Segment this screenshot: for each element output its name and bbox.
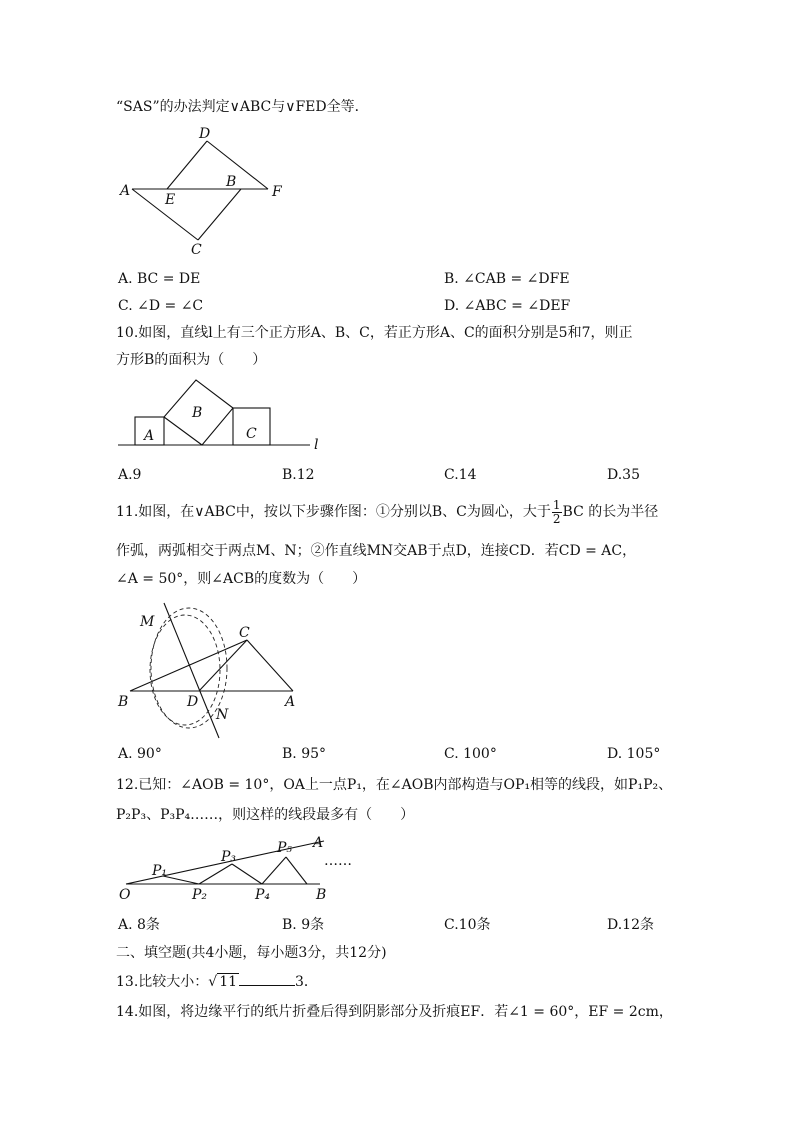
q12-label-p2: P₂	[192, 887, 208, 903]
q10-option-b[interactable]: B.12	[282, 467, 315, 483]
q11-fraction-half	[552, 499, 562, 526]
q11-statement-line1-b: BC 的长为半径	[562, 504, 659, 520]
q10-option-c[interactable]: C.14	[444, 467, 477, 483]
q9-label-f: F	[272, 184, 282, 200]
q13-radicand: 11	[219, 974, 238, 990]
q11-fraction-denominator: 2	[552, 511, 561, 526]
q12-statement-line1: 12.已知：∠AOB = 10°，OA上一点P₁，在∠AOB内部构造与OP₁相等的线段，如P₁P₂、	[116, 777, 673, 793]
q9-label-a: A	[120, 183, 131, 199]
q9-statement-tail: “SAS”的办法判定∨ABC与∨FED全等．	[116, 99, 369, 115]
q9-label-e: E	[165, 192, 176, 208]
q10-label-l: l	[314, 437, 319, 453]
q13-answer-blank[interactable]	[239, 971, 295, 986]
section-2-heading: 二、填空题(共4小题，每小题3分，共12分)	[116, 945, 387, 961]
q12-option-b[interactable]: B. 9条	[282, 917, 325, 933]
q13-suffix: 3．	[295, 974, 318, 990]
q12-label-a: A	[313, 835, 324, 851]
q10-statement-line1: 10.如图，直线l上有三个正方形A、B、C，若正方形A、C的面积分别是5和7，则正	[116, 325, 633, 341]
q12-label-p3: P₃	[221, 849, 237, 865]
q12-label-p1: P₁	[152, 863, 168, 879]
q11-label-n: N	[216, 707, 229, 723]
q11-fraction-numerator: 1	[552, 497, 561, 512]
q10-label-a: A	[144, 428, 155, 444]
q9-option-d[interactable]: D. ∠ABC = ∠DEF	[444, 298, 571, 314]
q10-statement-line2: 方形B的面积为（ ）	[116, 352, 267, 368]
q11-label-a: A	[285, 694, 296, 710]
q12-label-dots: ……	[324, 853, 352, 869]
q9-label-d: D	[199, 126, 211, 142]
q13-statement	[116, 971, 318, 991]
q11-label-m: M	[140, 614, 155, 630]
q12-option-c[interactable]: C.10条	[444, 917, 491, 933]
q9-label-b: B	[226, 174, 237, 190]
q11-option-d[interactable]: D. 105°	[607, 746, 661, 762]
q10-label-b: B	[192, 405, 203, 421]
q9-figure-lines	[132, 141, 268, 240]
q11-label-c: C	[239, 625, 250, 641]
q9-option-a[interactable]: A. BC = DE	[118, 271, 201, 287]
q11-label-b: B	[118, 694, 129, 710]
q11-figure	[112, 600, 312, 742]
q10-figure	[118, 374, 328, 454]
q10-option-d[interactable]: D.35	[607, 467, 640, 483]
q12-figure	[114, 832, 364, 906]
q13-sqrt: √ 11	[208, 974, 238, 990]
q10-option-a[interactable]: A.9	[118, 467, 142, 483]
q11-option-b[interactable]: B. 95°	[282, 746, 327, 762]
q9-figure	[112, 122, 292, 260]
q13-prefix: 13.比较大小：	[116, 974, 209, 990]
q12-statement-line2: P₂P₃、P₃P₄……，则这样的线段最多有（ ）	[116, 807, 415, 823]
q11-option-a[interactable]: A. 90°	[118, 746, 162, 762]
q12-label-b: B	[316, 887, 327, 903]
q9-label-c: C	[191, 242, 202, 258]
q10-label-c: C	[246, 426, 257, 442]
q11-figure-lines	[130, 603, 296, 738]
q12-label-p4: P₄	[255, 887, 271, 903]
q11-statement-line1-a: 11.如图，在∨ABC中，按以下步骤作图：①分别以B、C为圆心，大于	[116, 504, 551, 520]
q12-option-d[interactable]: D.12条	[607, 917, 654, 933]
q9-option-b[interactable]: B. ∠CAB = ∠DFE	[444, 271, 570, 287]
q11-statement-line1	[116, 497, 658, 527]
q11-option-c[interactable]: C. 100°	[444, 746, 497, 762]
q12-label-o: O	[119, 887, 131, 903]
q12-label-p5: P₅	[277, 840, 293, 856]
q11-statement-line2: 作弧，两弧相交于两点M、N；②作直线MN交AB于点D，连接CD．若CD = AC，	[116, 543, 637, 559]
q12-option-a[interactable]: A. 8条	[118, 917, 160, 933]
q9-option-c[interactable]: C. ∠D = ∠C	[118, 298, 204, 314]
q14-statement-line1: 14.如图，将边缘平行的纸片折叠后得到阴影部分及折痕EF．若∠1 = 60°，EF = 2cm，	[116, 1004, 673, 1020]
q11-statement-line3: ∠A = 50°，则∠ACB的度数为（ ）	[116, 571, 367, 587]
q11-label-d: D	[187, 694, 199, 710]
